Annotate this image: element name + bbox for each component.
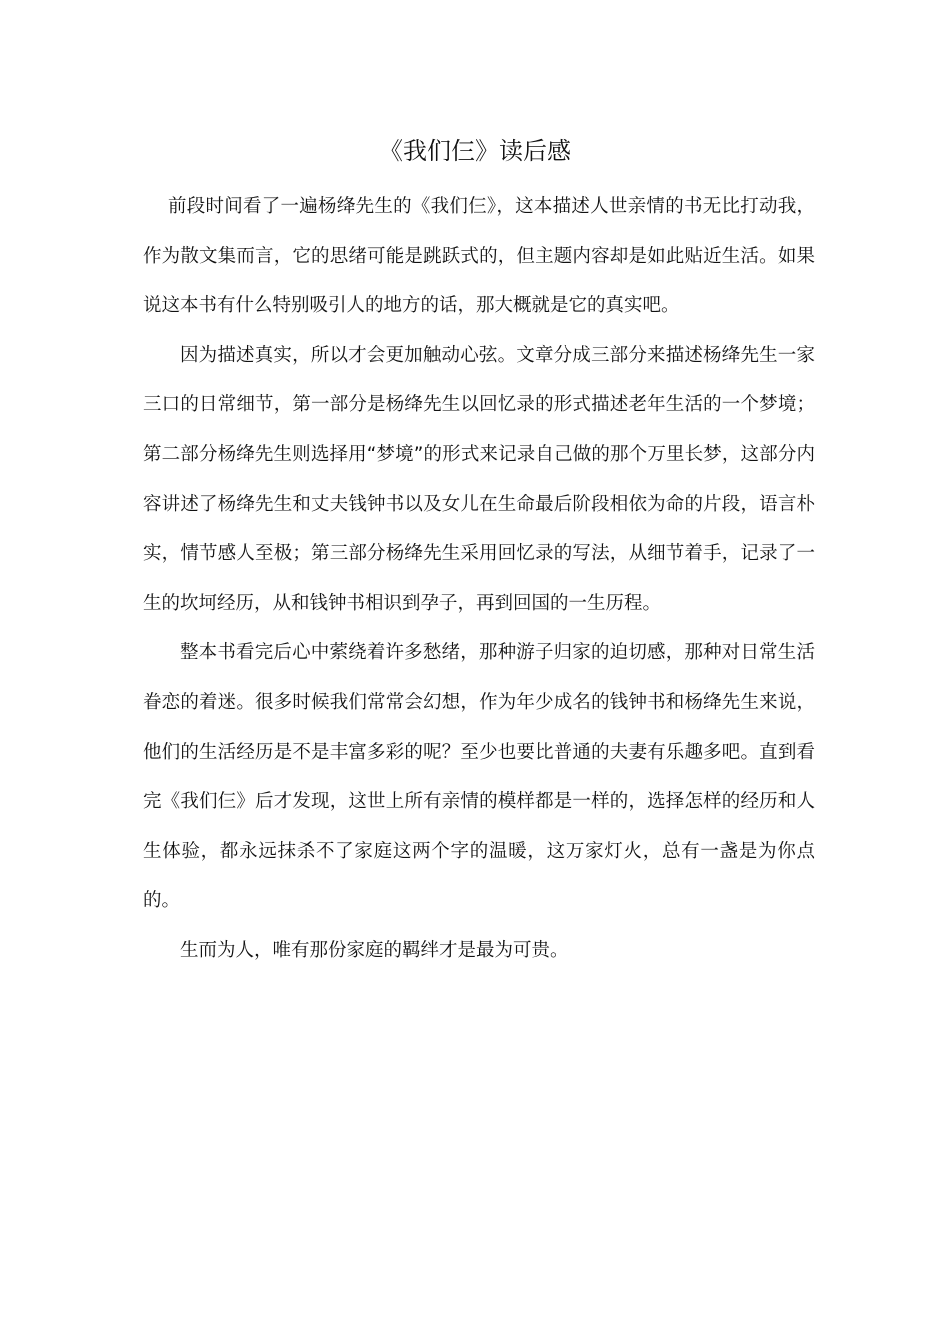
paragraph-3: 整本书看完后心中萦绕着许多愁绪，那种游子归家的迫切感，那种对日常生活眷恋的着迷。很多时候我们常常会幻想，作为年少成名的钱钟书和杨绛先生来说，他们的生活经历是不是丰富多彩的呢？至少也要比普通的夫妻有乐趣多吧。直到看完《我们仨》后才发现，这世上所有亲情的模样都是一样的，选择怎样的经历和人生体验，都永远抹杀不了家庭这两个字的温暖，这万家灯火，总有一盏是为你点的。 — [143, 642, 815, 912]
paragraph-1: 前段时间看了一遍杨绛先生的《我们仨》，这本描述人世亲情的书无比打动我，作为散文集而言，它的思绪可能是跳跃式的，但主题内容却是如此贴近生活。如果说这本书有什么特别吸引人的地方的话，那大概就是它的真实吧。 — [143, 196, 815, 317]
document-body — [143, 182, 815, 976]
document-title: 《我们仨》读后感 — [379, 137, 571, 165]
paragraph-4: 生而为人，唯有那份家庭的羁绊才是最为可贵。 — [180, 939, 569, 961]
paragraph-2: 因为描述真实，所以才会更加触动心弦。文章分成三部分来描述杨绛先生一家三口的日常细节，第一部分是杨绛先生以回忆录的形式描述老年生活的一个梦境；第二部分杨绛先生则选择用“梦境”的形式来记录自己做的那个万里长梦，这部分内容讲述了杨绛先生和丈夫钱钟书以及女儿在生命最后阶段相依为命的片段，语言朴实，情节感人至极；第三部分杨绛先生采用回忆录的写法，从细节着手，记录了一生的坎坷经历，从和钱钟书相识到孕子，再到回国的一生历程。 — [143, 344, 815, 614]
